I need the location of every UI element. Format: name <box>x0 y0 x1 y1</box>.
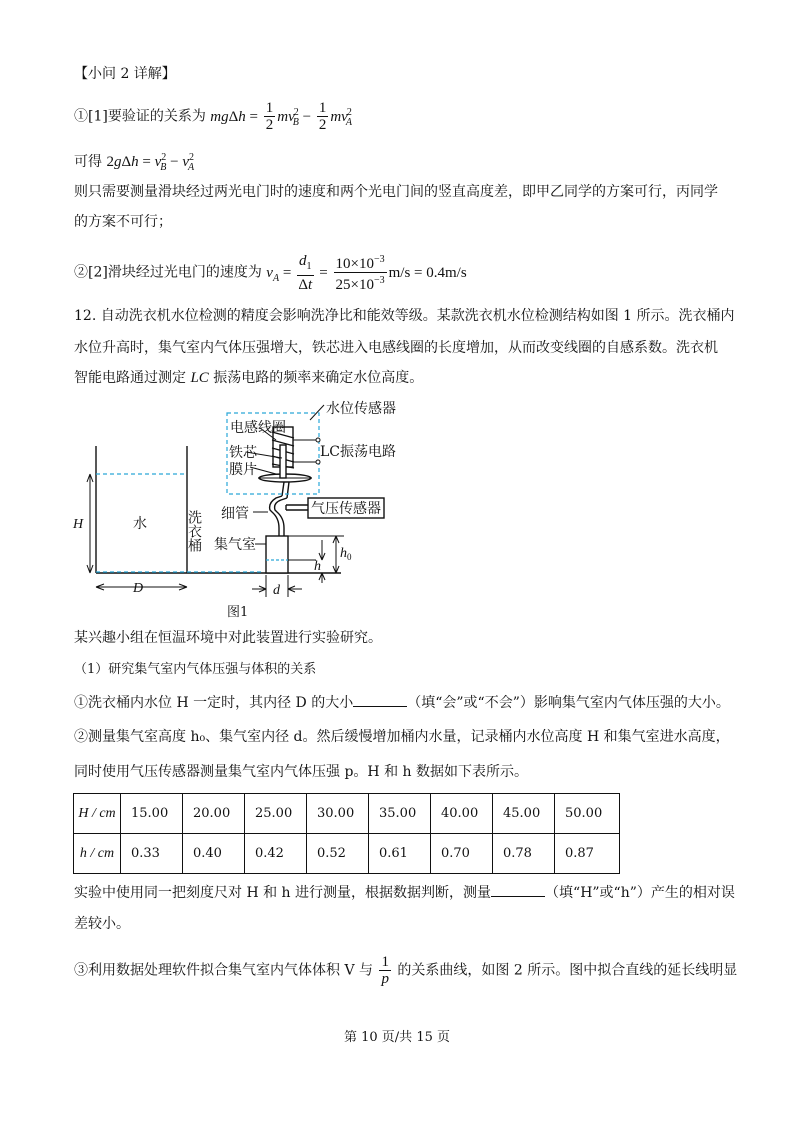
label-h: h <box>314 559 321 574</box>
inverse-p-fraction: $\frac{1}{p}$ <box>381 954 389 987</box>
sub1-title: （1）研究集气室内气体压强与体积的关系 <box>74 662 317 677</box>
q2-3-prefix: ②[2]滑块经过光电门的速度为 <box>74 264 262 281</box>
answer-blank-1[interactable] <box>353 692 407 707</box>
q12-line-3a: 智能电路通过测定 <box>74 370 186 386</box>
sub1-3-line <box>74 954 737 987</box>
table-cell: 0.87 <box>555 834 620 874</box>
label-tub: 洗衣桶 <box>186 510 202 552</box>
table-cell: 0.78 <box>493 834 555 874</box>
label-water: 水 <box>133 516 147 532</box>
q2-3-formula: $v_A$ = $\frac{d_1}{\Delta t}$ = $\frac{10\times 10^{-3}}{25\times 10^{-3}}$ m/s = 0.4m/s <box>266 253 467 293</box>
sub1-1-line <box>74 692 730 713</box>
table-cell: 45.00 <box>493 794 555 834</box>
table-cell: 50.00 <box>555 794 620 834</box>
label-h0: $h_0$ <box>340 546 352 562</box>
table-cell: 25.00 <box>245 794 307 834</box>
q2-2-prefix: 可得 <box>74 154 102 170</box>
table-cell: 0.33 <box>121 834 183 874</box>
q2-2-formula: $2g\Delta h = v^2_B - v^2_A$ <box>106 152 195 173</box>
table-header-h: h / cm <box>74 834 121 874</box>
lc-symbol: LC <box>190 370 209 386</box>
sub1-1-text: ①洗衣桶内水位 H 一定时，其内径 D 的大小 <box>74 695 354 711</box>
sub1-2-line-2: 同时使用气压传感器测量集气室内气体压强 p。H 和 h 数据如下表所示。 <box>74 764 528 780</box>
table-cell: 0.61 <box>369 834 431 874</box>
table-header-H: H / cm <box>74 794 121 834</box>
table-cell: 0.40 <box>183 834 245 874</box>
label-membrane: 膜片 <box>229 462 257 478</box>
q2-1-prefix: ①[1]要验证的关系为 <box>74 108 206 125</box>
table-cell: 0.70 <box>431 834 493 874</box>
label-tube: 细管 <box>221 506 249 522</box>
after-table-line-1 <box>74 882 735 903</box>
table-cell: 35.00 <box>369 794 431 834</box>
table-cell: 15.00 <box>121 794 183 834</box>
page-footer: 第 10 页/共 15 页 <box>344 1030 450 1045</box>
after-table-tail: （填“H”或“h”）产生的相对误 <box>545 885 735 901</box>
sub1-1-tail: （填“会”或“不会”）影响集气室内气体压强的大小。 <box>407 695 730 711</box>
sub1-3-tail: 的关系曲线，如图 2 所示。图中拟合直线的延长线明显 <box>397 962 738 979</box>
data-table <box>73 793 620 874</box>
section-heading: 【小问 2 详解】 <box>74 66 176 82</box>
label-D: D <box>133 581 144 596</box>
sub1-3-prefix: ③利用数据处理软件拟合集气室内气体体积 V 与 <box>74 962 374 979</box>
explain-line-1: 则只需要测量滑块经过两光电门时的速度和两个光电门间的竖直高度差，即甲乙同学的方案可行，丙同学 <box>74 184 718 200</box>
label-H: H <box>73 517 84 532</box>
label-water-sensor: 水位传感器 <box>326 401 396 417</box>
label-lc-circuit: LC振荡电路 <box>320 444 397 460</box>
label-caption: 图1 <box>227 605 249 620</box>
table-cell: 40.00 <box>431 794 493 834</box>
after-table-line-2: 差较小。 <box>74 916 130 932</box>
q2-1-formula: mgΔh = $\frac{1}{2}$ $mv^2_B$ − $\frac{1}{2}$ $mv^2_A$ <box>210 100 352 133</box>
table-cell: 20.00 <box>183 794 245 834</box>
sub1-2-line-1: ②测量集气室高度 h₀、集气室内径 d。然后缓慢增加桶内水量，记录桶内水位高度 H 和集气室进水高度， <box>74 729 730 745</box>
label-iron-core: 铁芯 <box>229 445 257 461</box>
table-row-H <box>74 794 620 834</box>
answer-blank-2[interactable] <box>491 882 545 897</box>
table-cell: 0.52 <box>307 834 369 874</box>
q12-line-1: 12. 自动洗衣机水位检测的精度会影响洗净比和能效等级。某款洗衣机水位检测结构如图 1 所示。洗衣桶内 <box>74 308 735 324</box>
label-d: d <box>273 583 280 598</box>
label-coil: 电感线圈 <box>230 420 286 436</box>
q12-line-2: 水位升高时，集气室内气体压强增大，铁芯进入电感线圈的长度增加，从而改变线圈的自感系数。洗衣机 <box>74 340 718 356</box>
study-intro: 某兴趣小组在恒温环境中对此装置进行实验研究。 <box>74 630 382 646</box>
after-table-text: 实验中使用同一把刻度尺对 H 和 h 进行测量，根据数据判断，测量 <box>74 885 492 901</box>
label-pressure-sensor: 气压传感器 <box>311 501 381 517</box>
q12-line-3c: 振荡电路的频率来确定水位高度。 <box>213 370 424 386</box>
table-row-h <box>74 834 620 874</box>
table-cell: 30.00 <box>307 794 369 834</box>
explain-line-2: 的方案不可行； <box>74 214 172 230</box>
label-chamber: 集气室 <box>214 537 256 553</box>
table-cell: 0.42 <box>245 834 307 874</box>
